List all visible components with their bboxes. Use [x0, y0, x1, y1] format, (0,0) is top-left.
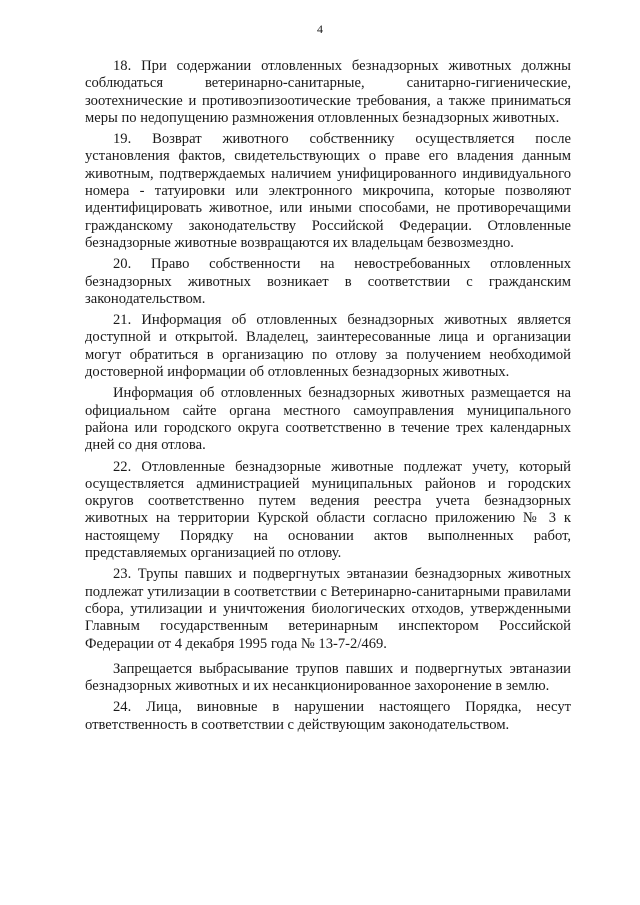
- paragraph-21-info: Информация об отловленных безнадзорных животных размещается на официальном сайте органа местного самоуправления муниципального района или городского округа соответственно в течение трех календарных дней со дня отлова.: [85, 385, 571, 454]
- paragraph-20: 20. Право собственности на невостребованных отловленных безнадзорных животных возникает в соответствии с гражданским законодательством.: [85, 256, 571, 307]
- document-body: [85, 58, 571, 734]
- paragraph-19: 19. Возврат животного собственнику осуществляется после установления фактов, свидетельствующих о праве его владения данным животным, подтверждаемых наличием унифицированного индивидуального номера - татуировки или электронного микрочипа, которые позволяют идентифицировать животное, или иными способами, не противоречащими гражданскому законодательству Российской Федерации. Отловленные безнадзорные животные возвращаются их владельцам безвозмездно.: [85, 131, 571, 251]
- paragraph-23: 23. Трупы павших и подвергнутых эвтаназии безнадзорных животных подлежат утилизации в соответствии с Ветеринарно-санитарными правилами сбора, утилизации и уничтожения биологических отходов, утвержденными Главным государственным ветеринарным инспектором Российской Федерации от 4 декабря 1995 года № 13-7-2/469.: [85, 566, 571, 652]
- paragraph-21: 21. Информация об отловленных безнадзорных животных является доступной и открытой. Владелец, заинтересованные лица и организации могут обратиться в организацию по отлову за получением необходимой достоверной информации об отловленных безнадзорных животных.: [85, 312, 571, 381]
- paragraph-18: 18. При содержании отловленных безнадзорных животных должны соблюдаться ветеринарно-санитарные, санитарно-гигиенические, зоотехнические и противоэпизоотические требования, а также приниматься меры по недопущению размножения отловленных безнадзорных животных.: [85, 58, 571, 126]
- paragraph-22: 22. Отловленные безнадзорные животные подлежат учету, который осуществляется администрацией муниципальных районов и городских округов соответственно путем ведения реестра учета безнадзорных животных на территории Курской области согласно приложению № 3 к настоящему Порядку на основании актов выполненных работ, представляемых организацией по отлову.: [85, 458, 571, 562]
- paragraph-23-prohibition: Запрещается выбрасывание трупов павших и подвергнутых эвтаназии безнадзорных животных и их несанкционированное захоронение в землю.: [85, 660, 571, 695]
- page-number: 4: [317, 22, 323, 36]
- paragraph-24: 24. Лица, виновные в нарушении настоящего Порядка, несут ответственность в соответствии с действующим законодательством.: [85, 699, 571, 733]
